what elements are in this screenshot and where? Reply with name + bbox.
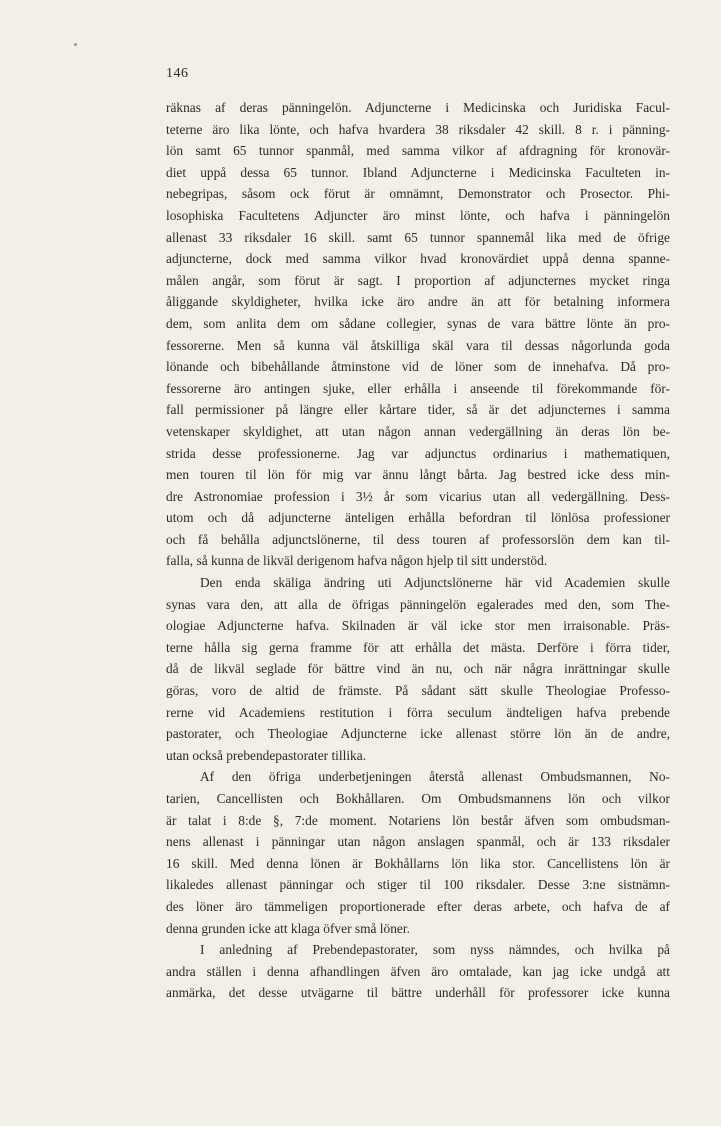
text-line: fessorerne äro antingen sjuke, eller erhålla i anseende til förekommande för-	[166, 380, 670, 396]
text-line: andra ställen i denna afhandlingen äfven äro omtalade, kan jag icke undgå att	[166, 963, 670, 979]
paragraph	[166, 766, 670, 939]
page-number: 146	[166, 66, 189, 81]
text-line: adjuncterne, dock med samma vilkor hvad kronovärdiet uppå denna spanne-	[166, 251, 670, 267]
text-line: men touren til lön för mig var ännu långt bårta. Jag bestred icke dess min-	[166, 467, 670, 483]
text-line: synas vara den, att alla de öfrigas pänningelön egalerades med den, som The-	[166, 596, 670, 612]
body-text	[166, 97, 670, 1004]
text-line: lönande och bibehållande åtminstone vid de löner som de innehafva. Då pro-	[166, 359, 670, 375]
text-line: tarien, Cancellisten och Bokhållaren. Om Ombudsmannens lön och vilkor	[166, 791, 670, 806]
text-line: diet uppå dessa 65 tunnor. Ibland Adjuncterne i Medicinska Faculteten in-	[166, 164, 670, 180]
text-line: dem, som anlita dem om sådane collegier, synas de vara bättre lönte än pro-	[166, 315, 670, 331]
text-line: fall permissioner på längre eller kårtare tider, så är det adjuncternes i samma	[166, 402, 670, 418]
text-line: I anledning af Prebendepastorater, som nyss nämndes, och hvilka på	[200, 942, 670, 958]
page-speck	[74, 43, 77, 46]
text-line: utom och då adjuncterne änteligen erhålla befordran til lönlösa professioner	[166, 510, 670, 526]
text-line: ologiae Adjuncterne hafva. Skilnaden är väl icke stor men irraisonable. Präs-	[166, 618, 670, 634]
text-line: strida desse professionerne. Jag var adjunctus ordinarius i mathematiquen,	[166, 445, 670, 461]
text-line: är talat i 8:de §, 7:de moment. Notariens lön består äfven som ombudsman-	[166, 812, 670, 828]
text-line: rerne vid Academiens restitution i förra seculum ändteligen hafva prebende	[166, 704, 670, 720]
text-line: losophiska Facultetens Adjuncter äro minst lönte, och hafva i pänningelön	[166, 207, 670, 223]
text-line: räknas af deras pänningelön. Adjuncterne i Medicinska och Juridiska Facul-	[166, 100, 670, 115]
text-line: des löner äro tämmeligen proportionerade efter deras arbete, och hafva de af	[166, 898, 670, 914]
paragraph	[166, 572, 670, 766]
text-line: anmärka, det desse utvägarne til bättre underhåll för professorer icke kunna	[166, 985, 670, 1001]
text-line: falla, så kunna de likväl derigenom hafva någon hjelp til sitt understöd.	[166, 553, 548, 569]
text-line: och få behålla adjunctslönerne, til dess touren af professorslön dem kan til-	[166, 531, 670, 547]
text-line: fessorerne. Men så kunna väl åtskilliga skäl vara til dessas någorlunda goda	[166, 337, 670, 353]
text-line: 16 skill. Med denna lönen är Bokhållarns lön lika stor. Cancellistens lön är	[166, 855, 670, 871]
text-line: teterne äro lika lönte, och hafva hvardera 38 riksdaler 42 skill. 8 r. i pänning-	[166, 121, 670, 137]
text-line: denna grunden icke att klaga öfver små löner.	[166, 920, 410, 936]
text-line: Af den öfriga underbetjeningen återstå allenast Ombudsmannen, No-	[200, 769, 670, 785]
text-line: åliggande skyldigheter, hvilka icke äro andre än att för betalning informera	[166, 294, 670, 310]
text-line: Den enda skäliga ändring uti Adjunctslönerne här vid Academien skulle	[200, 575, 670, 591]
text-line: utan också prebendepastorater tillika.	[166, 747, 367, 763]
text-line: målen angår, som förut är sagt. I proportion af adjuncternes mycket ringa	[166, 272, 670, 288]
text-line: då de likväl seglade för bättre vind än nu, och när några inrättningar skulle	[166, 661, 670, 677]
paragraph	[166, 939, 670, 1004]
text-line: likaledes allenast pänningar och stiger til 100 riksdaler. Desse 3:ne sistnämn-	[166, 877, 670, 893]
text-line: nebegripas, såsom ock förut är omnämnt, Demonstrator och Prosector. Phi-	[166, 186, 670, 202]
text-line: vetenskaper skyldighet, att utan någon annan vedergällning än deras lön be-	[166, 423, 670, 439]
text-line: allenast 33 riksdaler 16 skill. samt 65 tunnor spannemål lika med de öfrige	[166, 229, 670, 245]
text-line: pastorater, och Theologiae Adjuncterne icke allenast större lön än de andre,	[166, 726, 670, 742]
text-line: lön samt 65 tunnor spanmål, med samma vilkor af afdragning för kronovär-	[166, 143, 670, 159]
text-line: terne hålla sig gerna framme för att erhålla det mästa. Derföre i förra tider,	[166, 639, 670, 655]
paragraph	[166, 97, 670, 572]
text-line: dre Astronomiae profession i 3½ år som vicarius utan all vedergällning. Dess-	[166, 488, 670, 504]
text-line: göras, voro de altid de främste. På sådant sätt skulle Theologiae Professo-	[166, 683, 670, 699]
text-line: nens allenast i pänningar utan någon anslagen spanmål, och är 133 riksdaler	[166, 834, 670, 850]
